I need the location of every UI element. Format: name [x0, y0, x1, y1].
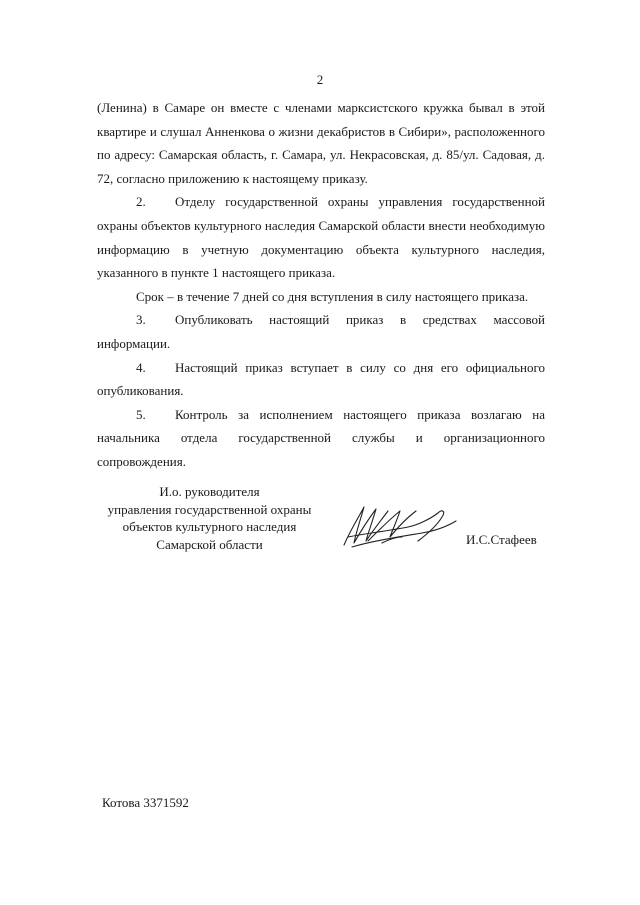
signer-line: Самарской области — [156, 536, 263, 552]
paragraph-item-2: 2. Отделу государственной охраны управления государственной охраны объектов культурного наследия Самарской области внести необходимую информацию в учетную документацию объекта культурного наследия, указанного в пункте 1 настоящего приказа. — [97, 194, 545, 281]
signer-name: И.С.Стафеев — [466, 532, 537, 547]
paragraph-item-5: 5. Контроль за исполнением настоящего приказа возлагаю на начальника отдела государственной службы и организационного сопровождения. — [97, 406, 545, 469]
paragraph-item-4: 4. Настоящий приказ вступает в силу со дня его официального опубликования. — [97, 359, 545, 399]
signer-line: объектов культурного наследия — [122, 519, 297, 534]
document-body — [97, 96, 545, 474]
signer-position — [92, 483, 327, 553]
handwritten-signature — [338, 497, 468, 557]
paragraph-deadline: Срок – в течение 7 дней со дня вступления в силу настоящего приказа. — [136, 288, 529, 304]
executor-contact: Котова 3371592 — [102, 795, 189, 810]
page-number: 2 — [316, 72, 324, 87]
paragraph-continuation: (Ленина) в Самаре он вместе с членами марксистского кружка бывал в этой квартире и слушал Анненкова о жизни декабристов в Сибири», расположенного по адресу: Самарская область, г. Самара, ул. Некрасовская, д. 85/ул. Садовая, д. 72, согласно приложению к настоящему приказу. — [97, 100, 545, 186]
paragraph-item-3: 3. Опубликовать настоящий приказ в средствах массовой информации. — [97, 312, 545, 351]
signer-line: управления государственной охраны — [107, 501, 312, 517]
signer-line: И.о. руководителя — [159, 484, 260, 499]
